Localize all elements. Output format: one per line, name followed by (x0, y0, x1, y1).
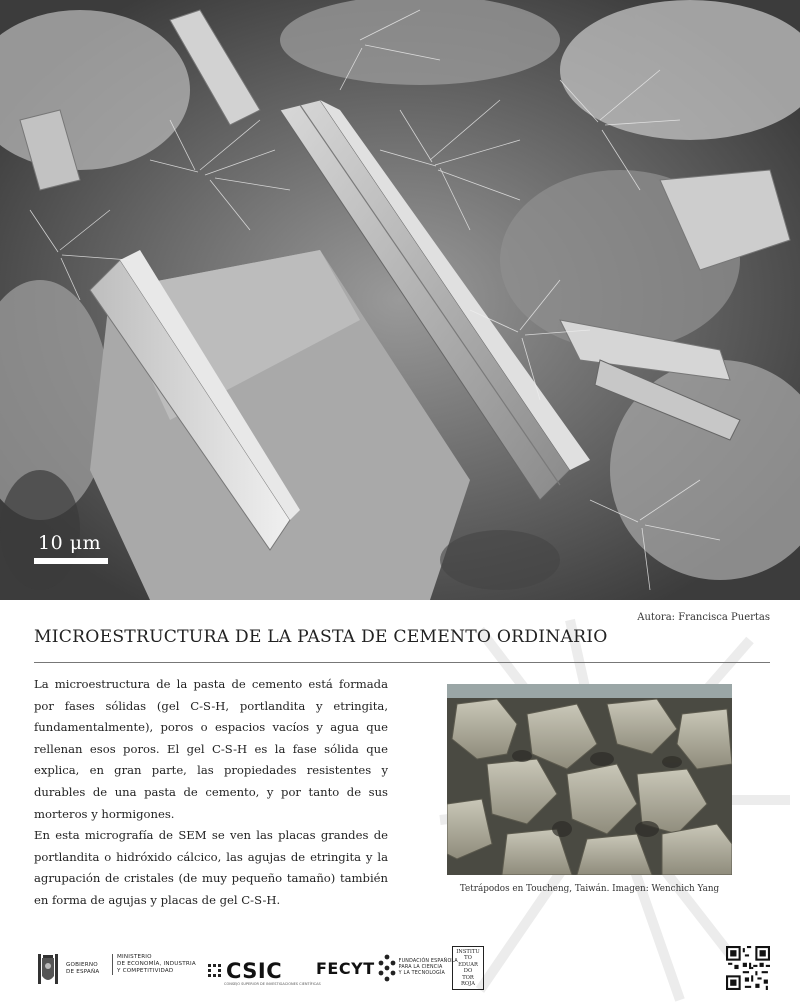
photo-caption: Tetrápodos en Toucheng, Taiwán. Imagen: Wenchich Yang (459, 884, 720, 894)
footer-logos (0, 940, 800, 1000)
instituto-line: DO (463, 968, 473, 975)
coat-of-arms-icon (34, 952, 62, 986)
instituto-line: ROJA (461, 981, 475, 988)
page-title: MICROESTRUCTURA DE LA PASTA DE CEMENTO ORDINARIO (34, 627, 608, 647)
author-credit: Autora: Francisca Puertas (637, 612, 770, 623)
fecyt-logo (316, 954, 458, 982)
instituto-line: EDUAR (458, 961, 478, 968)
title-divider (34, 662, 770, 663)
fecyt-molecule-icon (378, 954, 396, 982)
csic-subtitle: CONSEJO SUPERIOR DE INVESTIGACIONES CIENTÍFICAS (224, 982, 321, 986)
scale-bar (34, 558, 108, 564)
csic-grid-icon (208, 964, 222, 978)
gobierno-line: DE ESPAÑA (66, 969, 100, 975)
tetrapods-image (447, 684, 732, 875)
instituto-line: INSTITU (456, 949, 480, 955)
fecyt-line: PARA LA CIENCIA (398, 965, 443, 970)
ministerio-logo (112, 954, 196, 975)
instituto-line: TO (464, 955, 472, 962)
scale-bar-label: 10 μm (38, 532, 102, 554)
ministerio-line: Y COMPETITIVIDAD (117, 968, 174, 974)
body-paragraph: En esta micrografía de SEM se ven las placas grandes de portlandita o hidróxido cálcico, las agujas de etringita y la agrupación de cristales (de muy pequeño tamaño) también en forma de agujas y placas de gel C-S-H. (34, 828, 388, 907)
gobierno-logo (34, 952, 99, 986)
body-text (34, 674, 388, 912)
qr-code-icon[interactable] (726, 946, 770, 990)
tetrapods-photo (447, 684, 732, 875)
fecyt-line: FUNDACIÓN ESPAÑOLA (398, 959, 458, 964)
instituto-line: TOR (462, 974, 474, 981)
ministerio-line: MINISTERIO (117, 954, 152, 960)
fecyt-line: Y LA TECNOLOGÍA (398, 971, 446, 976)
ministerio-line: DE ECONOMÍA, INDUSTRIA (117, 961, 196, 967)
body-paragraph: La microestructura de la pasta de cemento está formada por fases sólidas (gel C-S-H, portlandita y etringita, fundamentalmente), poros o espacios vacíos y agua que rellenan esos poros. El gel C-S-H es la fase sólida que explica, en gran parte, las propiedades resistentes y durables de una pasta de cemento, y por tanto de sus morteros y hormigones. (34, 677, 388, 821)
gobierno-line: GOBIERNO (66, 962, 98, 968)
fecyt-wordmark: FECYT (316, 958, 375, 978)
csic-logo (208, 956, 321, 986)
csic-wordmark: CSIC (226, 959, 283, 983)
instituto-logo (452, 946, 484, 990)
